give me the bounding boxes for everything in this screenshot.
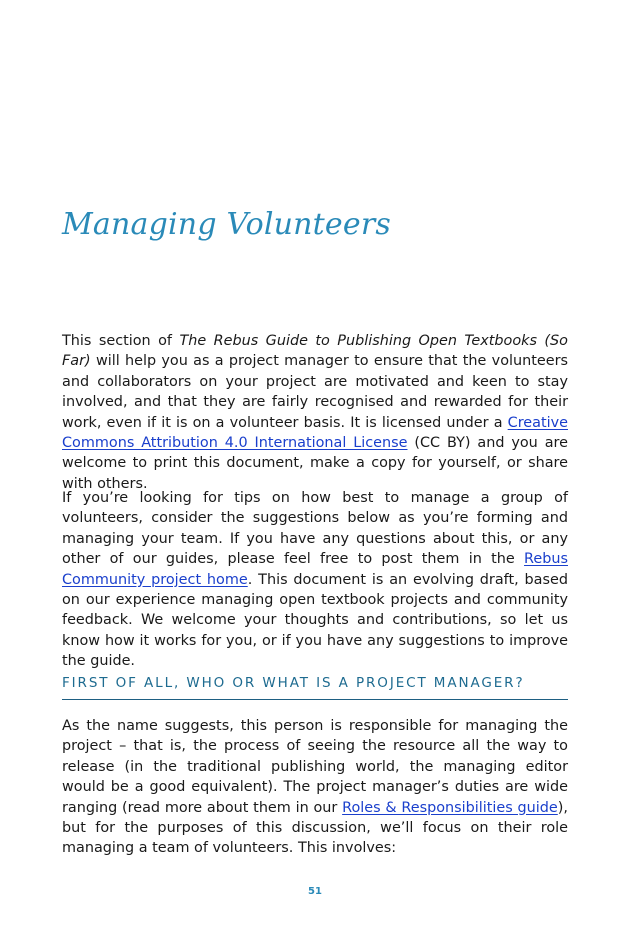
book-title: The Rebus Guide to Publishing Open Textbooks (So Far)	[62, 333, 568, 370]
tips-text-1: If you’re looking for tips on how best to manage a group of volunteers, consider the suggestions below as you’re forming and managing your team. If you have any questions about this, or any other of our guides, please feel free to post them in the	[62, 490, 568, 568]
tips-paragraph	[62, 488, 568, 672]
community-link[interactable]: Rebus Community project home	[62, 551, 568, 588]
intro-text-1: This section of	[62, 333, 180, 349]
chapter-title: Managing Volunteers	[62, 207, 391, 242]
section-text-1: As the name suggests, this person is responsible for managing the project – that is, the process of seeing the resource all the way to release (in the traditional publishing world, the managing editor would be a good equivalent). The project manager’s duties are wide ranging (read more about them in our	[62, 718, 568, 816]
section-text-2: ), but for the purposes of this discussion, we’ll focus on their role managing a team of volunteers. This involves:	[62, 799, 568, 857]
intro-paragraph	[62, 331, 568, 494]
license-link[interactable]: Creative Commons Attribution 4.0 International License	[62, 414, 568, 452]
intro-text-2: will help you as a project manager to ensure that the volunteers and collaborators on your project are motivated and keen to stay involved, and that they are fairly recognised and rewarded for their work, even if it is on a volunteer basis. It is licensed under a	[62, 353, 568, 431]
page-number: 51	[308, 886, 322, 897]
section-heading: FIRST OF ALL, WHO OR WHAT IS A PROJECT MANAGER?	[62, 675, 525, 691]
tips-text-2: . This document is an evolving draft, based on our experience managing open textbook projects and community feedback. We welcome your thoughts and contributions, so let us know how it works for you, or if you have any suggestions to improve the guide.	[62, 571, 568, 670]
roles-guide-link[interactable]: Roles & Responsibilities guide	[342, 799, 558, 816]
section-divider	[62, 699, 568, 700]
project-manager-paragraph	[62, 716, 568, 859]
intro-text-3: (CC BY) and you are welcome to print this document, make a copy for yourself, or share with others.	[62, 435, 568, 492]
